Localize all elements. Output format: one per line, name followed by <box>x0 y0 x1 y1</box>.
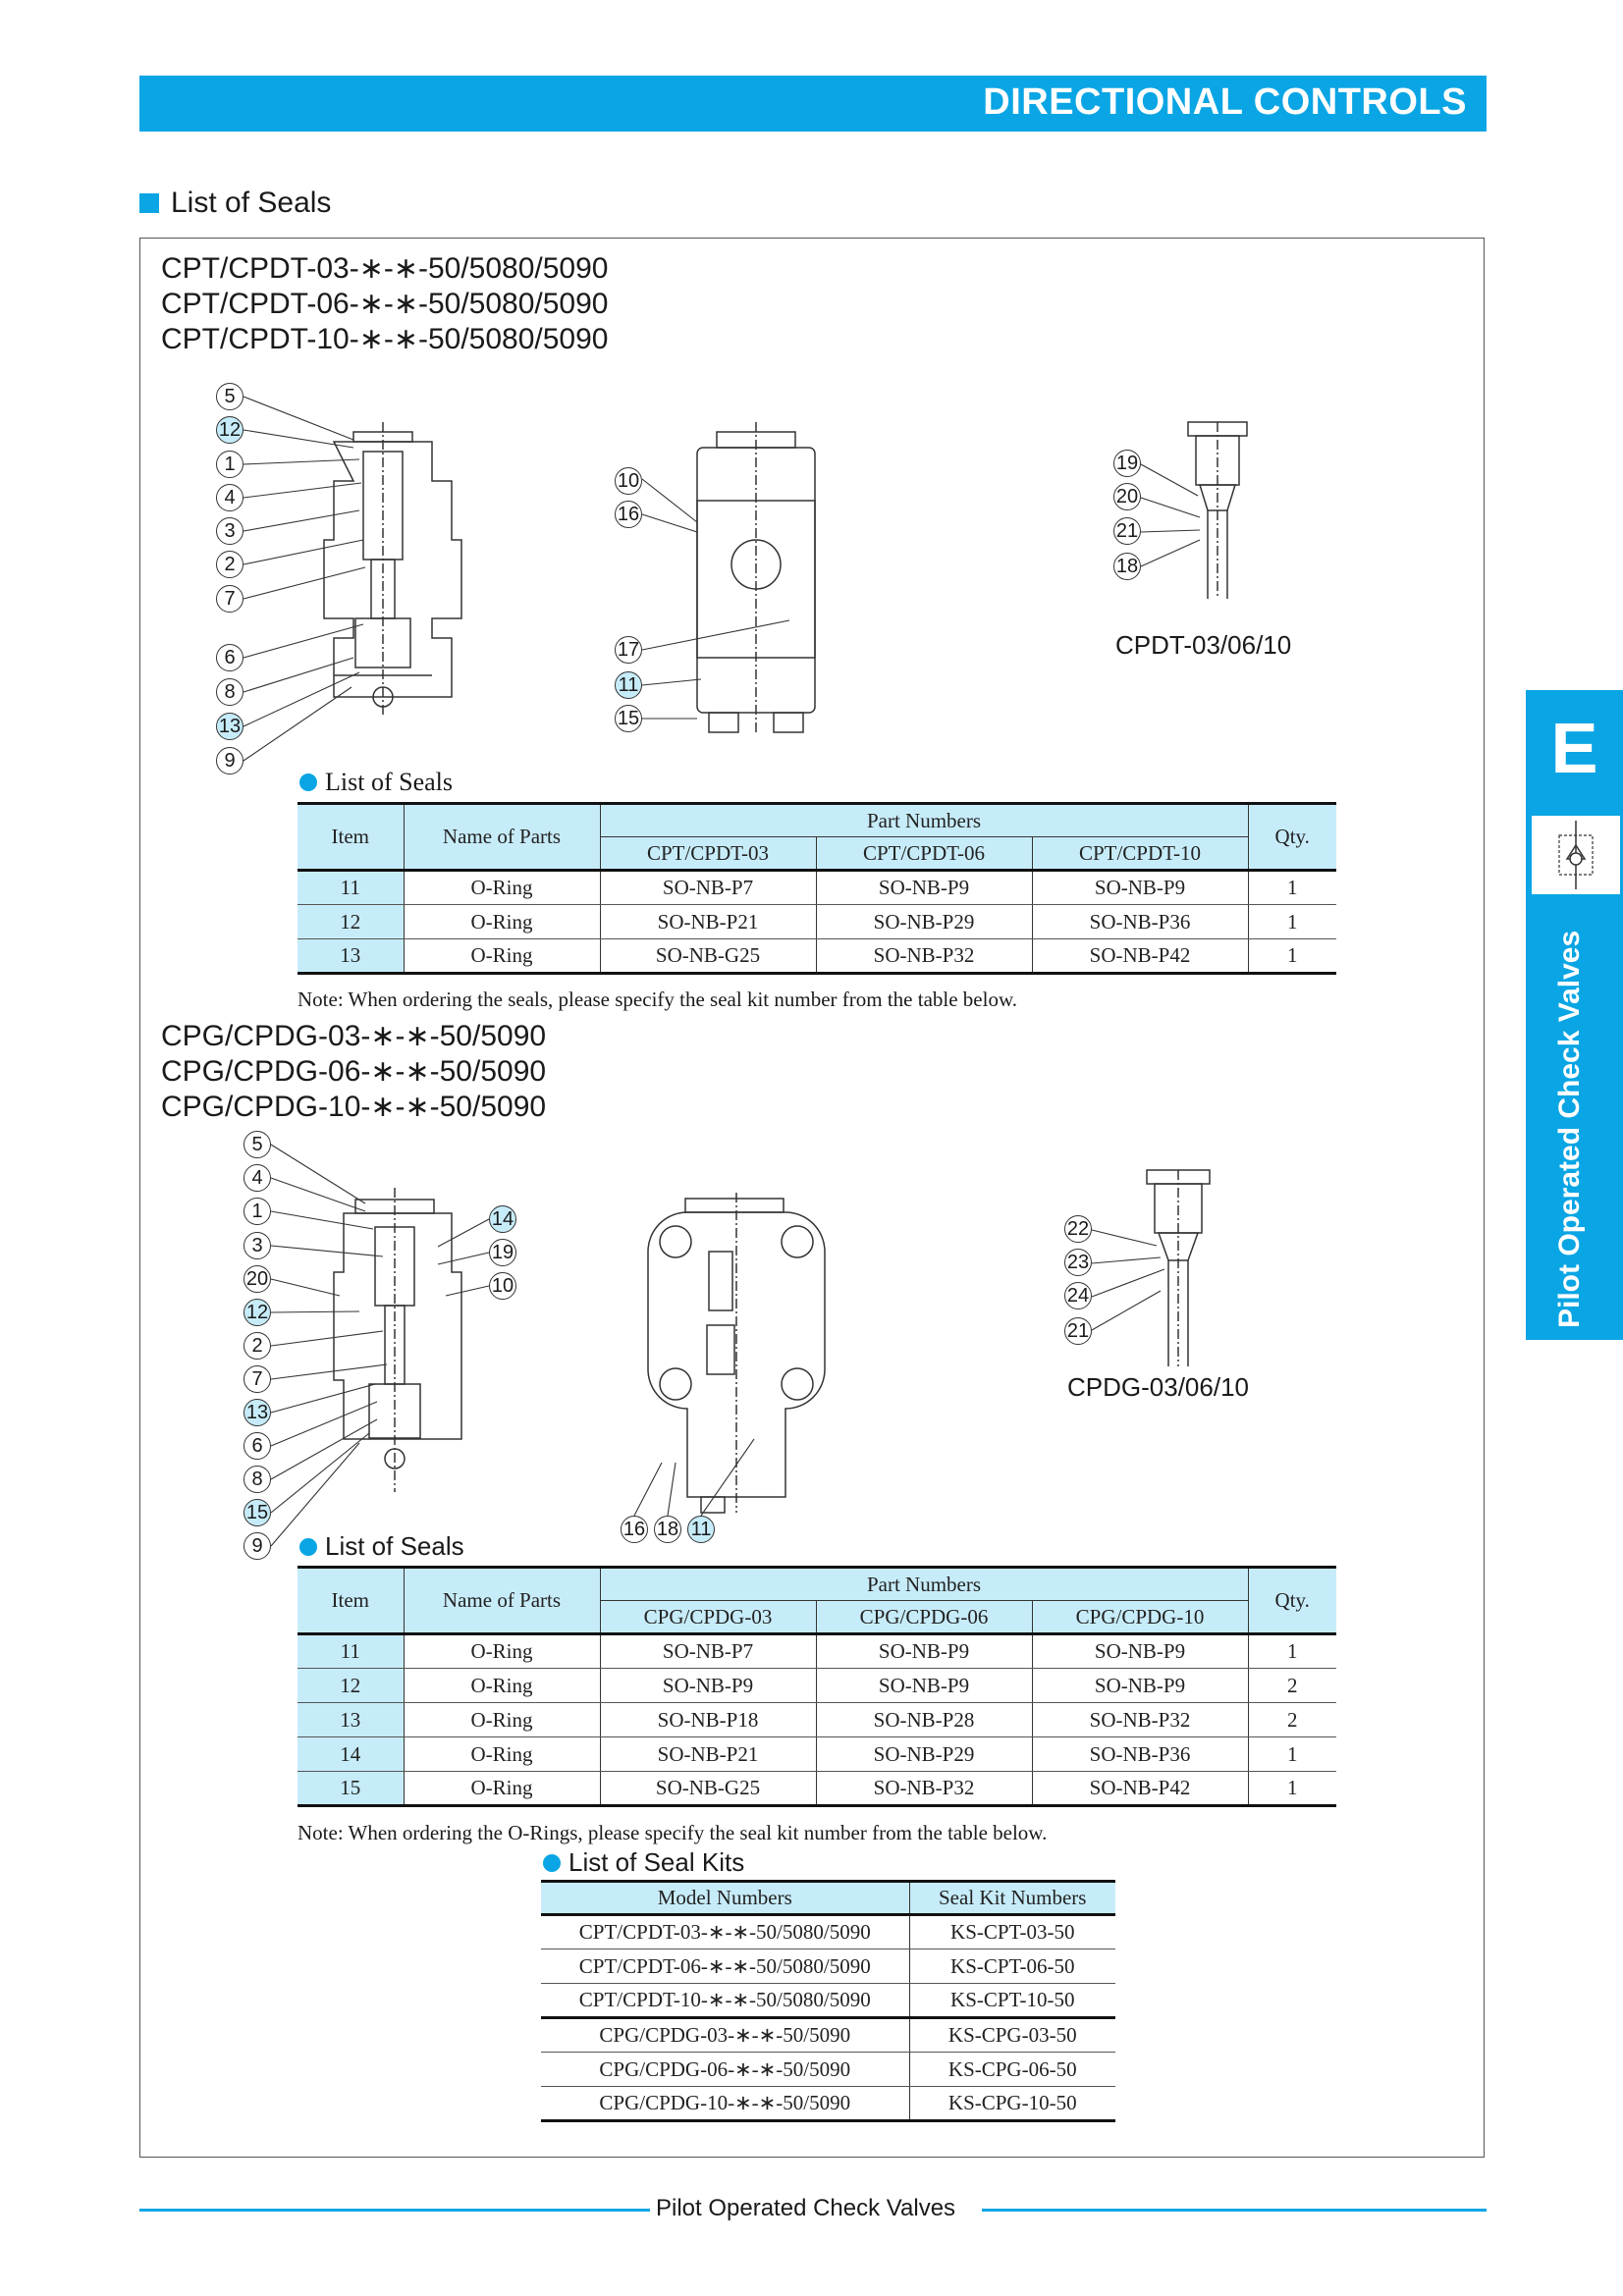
callout: 7 <box>243 1365 271 1393</box>
group2-model-list <box>161 1019 546 1125</box>
table-row: 13 O-Ring SO-NB-G25 SO-NB-P32 SO-NB-P42 1 <box>298 939 1336 974</box>
table-row: CPT/CPDT-10-∗-∗-50/5080/5090 KS-CPT-10-50 <box>541 1984 1115 2018</box>
callout: 23 <box>1064 1249 1092 1276</box>
table-row: 13 O-Ring SO-NB-P18 SO-NB-P28 SO-NB-P32 2 <box>298 1703 1336 1737</box>
model-line: CPG/CPDG-03-∗-∗-50/5090 <box>161 1020 547 1052</box>
model-line: CPT/CPDT-03-∗-∗-50/5080/5090 <box>161 252 609 285</box>
footer-text: Pilot Operated Check Valves <box>656 2195 956 2221</box>
callout: 12 <box>243 1299 271 1326</box>
callout: 17 <box>615 636 642 664</box>
header-part-numbers: Part Numbers <box>600 804 1248 837</box>
leader-lines <box>1141 456 1219 574</box>
callout: 7 <box>216 585 243 613</box>
callout: 16 <box>621 1516 648 1543</box>
table-row: 14 O-Ring SO-NB-P21 SO-NB-P29 SO-NB-P36 1 <box>298 1737 1336 1772</box>
drawing-caption: CPDG-03/06/10 <box>1067 1372 1249 1402</box>
table-row: 12 O-Ring SO-NB-P9 SO-NB-P9 SO-NB-P9 2 <box>298 1669 1336 1703</box>
callout: 15 <box>615 705 642 732</box>
model-line: CPT/CPDT-06-∗-∗-50/5080/5090 <box>161 288 609 320</box>
callout: 22 <box>1064 1215 1092 1243</box>
leader-lines <box>642 471 760 726</box>
table-row: 12 O-Ring SO-NB-P21 SO-NB-P29 SO-NB-P36 1 <box>298 905 1336 939</box>
table-row: 15 O-Ring SO-NB-G25 SO-NB-P32 SO-NB-P42 1 <box>298 1772 1336 1806</box>
drawing-caption: CPDT-03/06/10 <box>1115 630 1292 660</box>
side-tab-label: Pilot Operated Check Valves <box>1553 930 1586 1328</box>
table-row: CPT/CPDT-03-∗-∗-50/5080/5090 KS-CPT-03-50 <box>541 1915 1115 1949</box>
table-row: CPG/CPDG-10-∗-∗-50/5090 KS-CPG-10-50 <box>541 2087 1115 2121</box>
bullet-icon <box>299 1538 317 1556</box>
callout: 2 <box>216 551 243 578</box>
seal-kits-title: List of Seal Kits <box>543 1847 744 1878</box>
callout: 18 <box>1113 553 1141 580</box>
callout: 4 <box>216 484 243 511</box>
callout: 9 <box>243 1532 271 1560</box>
group2-seal-table <box>298 1566 1336 1807</box>
leader-lines <box>271 1139 507 1551</box>
seal-kits-table <box>541 1880 1115 2122</box>
callout: 20 <box>243 1265 271 1293</box>
header-model: CPT/CPDT-06 <box>816 837 1032 871</box>
leader-lines <box>243 393 391 766</box>
group2-table-title: List of Seals <box>299 1531 464 1562</box>
callout: 6 <box>243 1432 271 1460</box>
header-qty: Qty. <box>1248 804 1336 871</box>
header-title: DIRECTIONAL CONTROLS <box>983 81 1467 123</box>
callout: 3 <box>243 1232 271 1259</box>
callout: 11 <box>687 1516 715 1543</box>
callout: 6 <box>216 644 243 671</box>
callout: 3 <box>216 517 243 545</box>
header-item: Item <box>298 804 404 871</box>
section-title: List of Seals <box>139 187 331 220</box>
bullet-icon <box>543 1854 561 1872</box>
footer-rule <box>139 2209 650 2212</box>
header-banner <box>139 76 1487 132</box>
callout: 1 <box>243 1198 271 1225</box>
header-seal-kit-numbers: Seal Kit Numbers <box>909 1882 1115 1915</box>
leader-lines <box>628 1433 785 1522</box>
header-qty: Qty. <box>1248 1568 1336 1634</box>
group1-model-list <box>161 251 608 357</box>
header-item: Item <box>298 1568 404 1634</box>
model-line: CPG/CPDG-10-∗-∗-50/5090 <box>161 1091 547 1123</box>
callout: 19 <box>1113 450 1141 477</box>
callout: 10 <box>489 1272 516 1300</box>
table-row: CPG/CPDG-03-∗-∗-50/5090 KS-CPG-03-50 <box>541 2018 1115 2053</box>
header-model-numbers: Model Numbers <box>541 1882 909 1915</box>
header-name: Name of Parts <box>404 1568 600 1634</box>
callout: 13 <box>243 1399 271 1426</box>
footer-rule <box>982 2209 1487 2212</box>
header-model: CPT/CPDT-10 <box>1032 837 1248 871</box>
callout: 16 <box>615 501 642 528</box>
header-name: Name of Parts <box>404 804 600 871</box>
callout: 5 <box>243 1131 271 1158</box>
table-row: CPT/CPDT-06-∗-∗-50/5080/5090 KS-CPT-06-50 <box>541 1949 1115 1984</box>
callout: 15 <box>243 1499 271 1526</box>
callout: 20 <box>1113 483 1141 510</box>
callout: 13 <box>216 713 243 740</box>
callout: 12 <box>216 416 243 444</box>
header-model: CPG/CPDG-06 <box>816 1601 1032 1634</box>
callout: 18 <box>654 1516 681 1543</box>
leader-lines <box>1092 1222 1180 1340</box>
side-tab[interactable] <box>1526 690 1623 1340</box>
model-line: CPG/CPDG-06-∗-∗-50/5090 <box>161 1055 547 1088</box>
callout: 21 <box>1064 1317 1092 1345</box>
callout: 19 <box>489 1239 516 1266</box>
callout: 9 <box>216 747 243 774</box>
callout: 8 <box>243 1466 271 1493</box>
group1-seal-table <box>298 802 1336 975</box>
group2-note: Note: When ordering the O-Rings, please specify the seal kit number from the table below. <box>298 1821 1048 1844</box>
header-model: CPG/CPDG-10 <box>1032 1601 1248 1634</box>
callout: 2 <box>243 1332 271 1360</box>
group1-note: Note: When ordering the seals, please specify the seal kit number from the table below. <box>298 988 1018 1011</box>
group1-table-title: List of Seals <box>299 768 453 797</box>
callout: 21 <box>1113 517 1141 545</box>
callout: 1 <box>216 451 243 478</box>
callout: 11 <box>615 671 642 699</box>
callout: 5 <box>216 383 243 410</box>
callout: 4 <box>243 1164 271 1192</box>
callout: 24 <box>1064 1282 1092 1309</box>
table-row: 11 O-Ring SO-NB-P7 SO-NB-P9 SO-NB-P9 1 <box>298 871 1336 905</box>
header-part-numbers: Part Numbers <box>600 1568 1248 1601</box>
model-line: CPT/CPDT-10-∗-∗-50/5080/5090 <box>161 323 609 355</box>
check-valve-symbol-icon <box>1532 816 1620 894</box>
callout: 14 <box>489 1205 516 1233</box>
bullet-icon <box>299 774 317 791</box>
callout: 8 <box>216 678 243 706</box>
header-model: CPT/CPDT-03 <box>600 837 816 871</box>
table-row: CPG/CPDG-06-∗-∗-50/5090 KS-CPG-06-50 <box>541 2053 1115 2087</box>
table-row: 11 O-Ring SO-NB-P7 SO-NB-P9 SO-NB-P9 1 <box>298 1634 1336 1669</box>
side-tab-letter: E <box>1550 710 1598 788</box>
section-bullet-icon <box>139 193 159 213</box>
callout: 10 <box>615 467 642 495</box>
header-model: CPG/CPDG-03 <box>600 1601 816 1634</box>
